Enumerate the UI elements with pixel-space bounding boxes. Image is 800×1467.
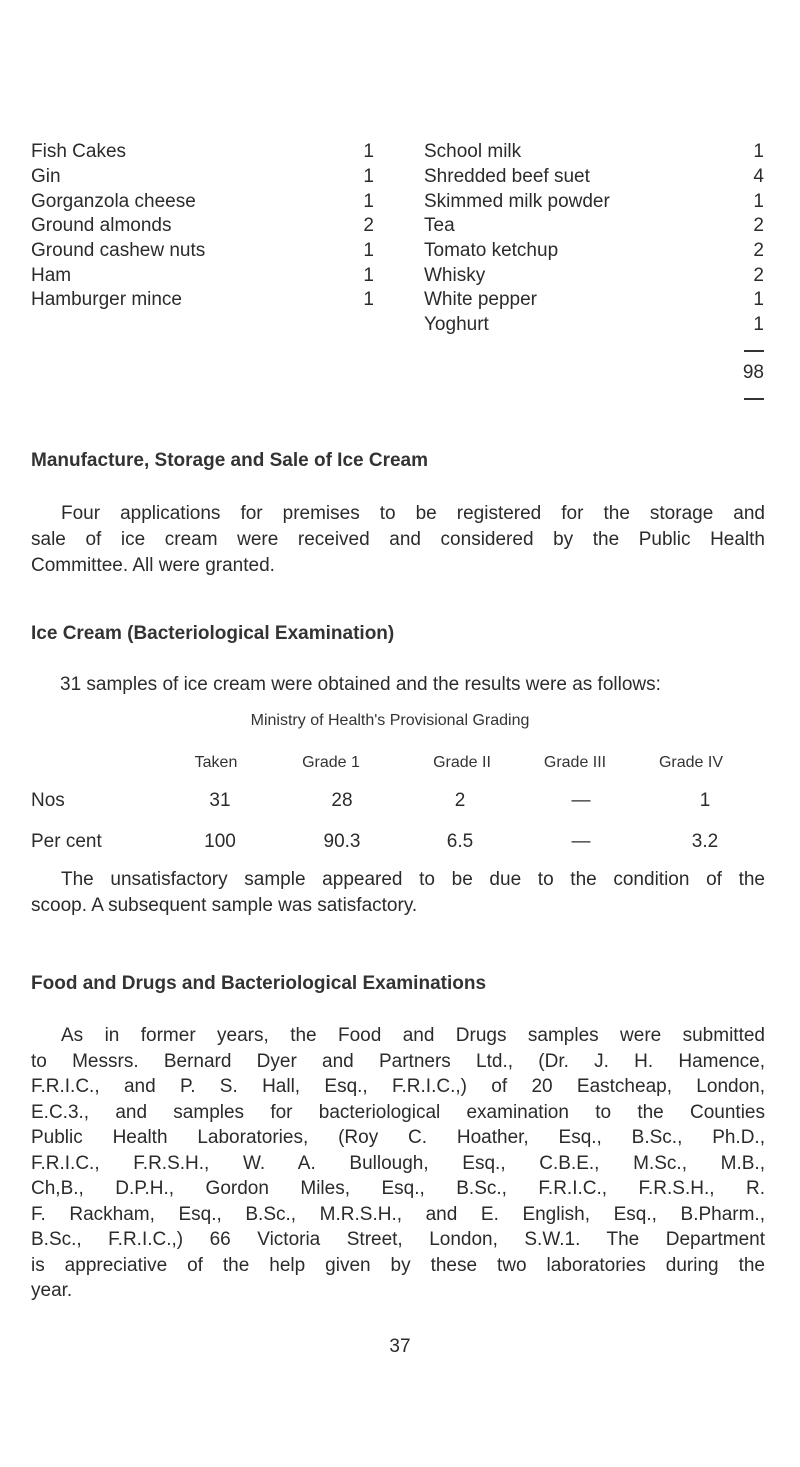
food-item-count: 1 xyxy=(363,289,374,310)
paragraph-line: scoop. A subsequent sample was satisfactory. xyxy=(31,895,418,916)
section-heading-ice-cream-bacteriological: Ice Cream (Bacteriological Examination) xyxy=(31,623,395,644)
paragraph-line: is appreciative of the help given by these two laboratories during the xyxy=(31,1254,765,1276)
column-header-grade-1: Grade 1 xyxy=(302,754,360,771)
food-item-name: Gin xyxy=(31,166,61,187)
food-item-count: 1 xyxy=(363,166,374,187)
food-item-count: 2 xyxy=(753,265,764,286)
section-heading-food-drugs: Food and Drugs and Bacteriological Examinations xyxy=(31,973,487,994)
food-item-count: 4 xyxy=(753,166,764,187)
paragraph-ice-cream-manufacture xyxy=(31,501,765,579)
paragraph-line: Ch,B., D.P.H., Gordon Miles, Esq., B.Sc., F.R.I.C., F.R.S.H., R. xyxy=(31,1178,765,1199)
paragraph-line: F. Rackham, Esq., B.Sc., M.R.S.H., and E. English, Esq., B.Pharm., xyxy=(31,1203,765,1225)
table-cell: 31 xyxy=(209,790,231,811)
food-item-count: 1 xyxy=(363,265,374,286)
paragraph-line: year. xyxy=(31,1280,73,1301)
section-heading-ice-cream-manufacture: Manufacture, Storage and Sale of Ice Cream xyxy=(31,450,429,471)
table-cell: 1 xyxy=(699,790,711,811)
food-item-count: 1 xyxy=(753,289,764,310)
food-item-name: Tea xyxy=(424,215,455,236)
paragraph-line: B.Sc., F.R.I.C.,) 66 Victoria Street, London, S.W.1. The Department xyxy=(31,1229,765,1250)
food-item-name: Yoghurt xyxy=(424,314,489,335)
table-cell: — xyxy=(571,831,591,852)
column-header-grade-3: Grade III xyxy=(543,754,607,771)
food-item-name: Whisky xyxy=(424,265,486,286)
food-item-name: White pepper xyxy=(424,289,538,310)
paragraph-line: E.C.3., and samples for bacteriological examination to the Counties xyxy=(31,1101,765,1123)
food-item-count: 2 xyxy=(753,215,764,236)
food-item-count: 2 xyxy=(753,240,764,261)
table-cell: 3.2 xyxy=(691,831,719,852)
food-item-count: 1 xyxy=(363,191,374,212)
food-item-count: 1 xyxy=(363,240,374,261)
column-header-grade-2: Grade II xyxy=(433,754,491,771)
food-item-count: 1 xyxy=(363,141,374,162)
table-super-header: Ministry of Health's Provisional Grading xyxy=(250,712,530,729)
food-item-name: Ground almonds xyxy=(31,215,172,236)
page-number: 37 xyxy=(389,1336,411,1357)
paragraph-line: sale of ice cream were received and considered by the Public Health xyxy=(31,529,765,550)
paragraph-line: The unsatisfactory sample appeared to be due to the condition of the xyxy=(61,869,765,890)
food-item-name: Shredded beef suet xyxy=(424,166,590,187)
paragraph-line: F.R.I.C., F.R.S.H., W. A. Bullough, Esq., C.B.E., M.Sc., M.B., xyxy=(31,1152,765,1174)
paragraph-line: As in former years, the Food and Drugs samples were submitted xyxy=(61,1025,765,1046)
paragraph-ice-cream-result xyxy=(31,867,765,919)
food-list-total: 98 xyxy=(742,362,764,383)
food-item-name: Ground cashew nuts xyxy=(31,240,206,261)
row-label-per-cent: Per cent xyxy=(31,831,102,852)
food-item-count: 1 xyxy=(753,191,764,212)
table-cell: — xyxy=(571,790,591,811)
paragraph-line: Committee. All were granted. xyxy=(31,555,275,576)
column-header-taken: Taken xyxy=(194,754,238,771)
food-item-name: Hamburger mince xyxy=(31,289,182,310)
table-cell: 28 xyxy=(331,790,353,811)
food-item-name: Tomato ketchup xyxy=(424,240,559,261)
food-item-count: 1 xyxy=(753,314,764,335)
ice-cream-intro: 31 samples of ice cream were obtained and the results were as follows: xyxy=(60,674,661,695)
food-item-count: 2 xyxy=(363,215,374,236)
paragraph-line: Four applications for premises to be registered for the storage and xyxy=(61,503,765,524)
paragraph-food-drugs xyxy=(31,1023,765,1304)
total-rule-top xyxy=(744,350,764,352)
food-item-count: 1 xyxy=(753,141,764,162)
food-item-name: Gorganzola cheese xyxy=(31,191,196,212)
total-rule-bottom xyxy=(744,398,764,400)
table-cell: 100 xyxy=(204,831,236,852)
column-header-grade-4: Grade IV xyxy=(658,754,724,771)
paragraph-line: Public Health Laboratories, (Roy C. Hoather, Esq., B.Sc., Ph.D., xyxy=(31,1127,765,1148)
food-item-name: School milk xyxy=(424,141,522,162)
table-cell: 2 xyxy=(454,790,466,811)
paragraph-line: F.R.I.C., and P. S. Hall, Esq., F.R.I.C.,) of 20 Eastcheap, London, xyxy=(31,1076,765,1097)
row-label-nos: Nos xyxy=(31,790,65,811)
food-item-name: Fish Cakes xyxy=(31,141,127,162)
table-cell: 90.3 xyxy=(323,831,361,852)
food-item-name: Skimmed milk powder xyxy=(424,191,610,212)
table-cell: 6.5 xyxy=(446,831,474,852)
food-item-name: Ham xyxy=(31,265,72,286)
paragraph-line: to Messrs. Bernard Dyer and Partners Ltd., (Dr. J. H. Hamence, xyxy=(31,1050,765,1072)
